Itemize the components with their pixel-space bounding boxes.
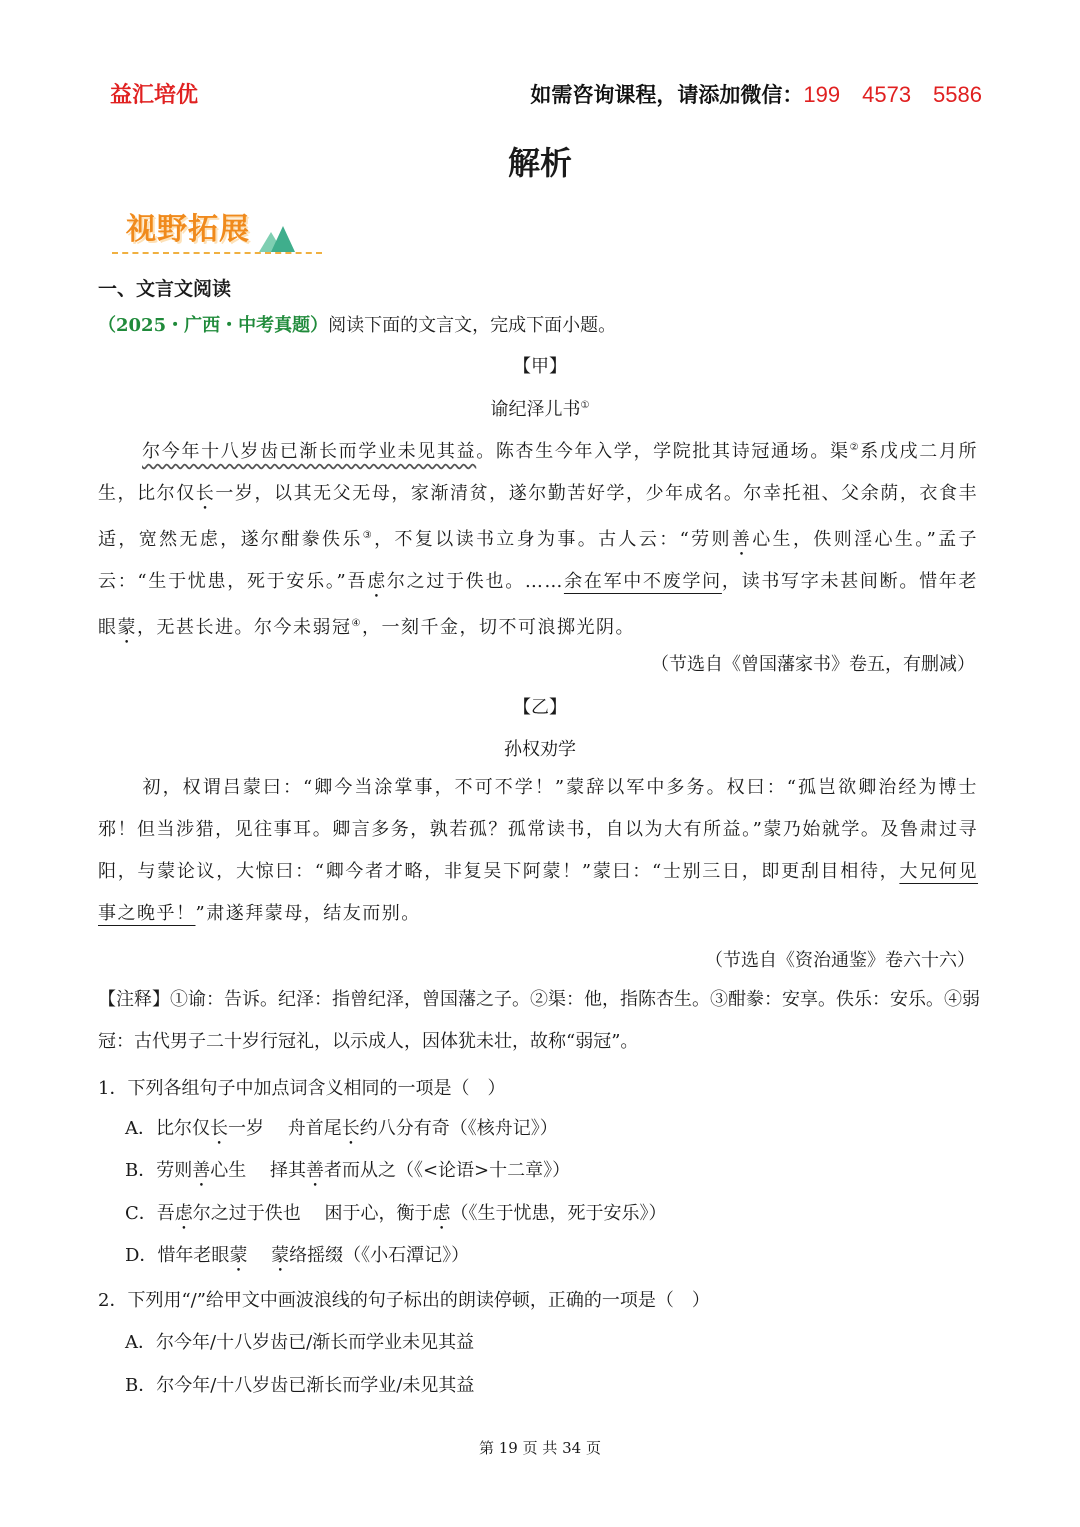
- section-heading: 一、文言文阅读: [98, 278, 232, 300]
- mountain-icon: [257, 224, 297, 252]
- instruction-text: 阅读下面的文言文，完成下面小题。: [328, 315, 617, 336]
- passage-a-body: [98, 427, 978, 649]
- passage-b-body: [98, 767, 978, 935]
- dotted-word: 长: [195, 483, 216, 504]
- footnote-marker: ①: [580, 400, 590, 411]
- text-run: ，不复以读书立身为事。古人云：“劳则: [374, 529, 732, 550]
- text-run: 尔之过于佚也 困于心，衡于: [192, 1203, 433, 1224]
- text-run: 。陈杏生今年入学，学院批其诗冠通场。渠: [476, 441, 850, 462]
- text-run: 一岁 舟首尾: [228, 1118, 342, 1139]
- text-run: ，无甚长进。尔今未弱冠: [137, 617, 352, 638]
- brand-name: 益汇培优: [110, 83, 199, 108]
- text-run: 初，权谓吕蒙曰：“卿今当涂掌事，不可不学！”蒙辞以军中多务。权曰：“孤岂欲卿治经为博士邪！但当涉猎，见往事耳。卿言多务，孰若孤？孤常读书，自以为大有所益。”蒙乃始就学。及鲁肃过寻阳，与蒙论议，大惊曰：“卿今者才略，非复吴下阿蒙！”蒙曰：“士别三日，即更刮目相待，: [98, 777, 978, 882]
- option-letter: D．: [125, 1245, 158, 1266]
- option-letter: B．: [125, 1160, 157, 1181]
- dotted-word: 长: [341, 1118, 360, 1139]
- dotted-word: 善: [731, 529, 753, 550]
- text-run: 系戊戌二月所生，比尔仅: [98, 441, 979, 504]
- option-letter: C．: [125, 1203, 157, 1224]
- underlined-sentence: 余在军中不废学问: [563, 571, 722, 592]
- text-run: 心生 择其: [210, 1160, 306, 1181]
- text-run: 者而从之（《<论语>十二章》）: [323, 1160, 571, 1181]
- badge-underline: [112, 252, 322, 254]
- text-run: 吾: [156, 1203, 175, 1224]
- question-2-option-a[interactable]: [125, 1328, 474, 1354]
- text-run: 约八分有奇（《核舟记》）: [359, 1118, 558, 1139]
- text-run: （《生于忧患，死于安乐》）: [450, 1203, 667, 1224]
- dotted-word: 善: [192, 1160, 211, 1181]
- option-letter: A．: [125, 1332, 156, 1353]
- footnote-marker: ②: [849, 442, 861, 453]
- text-run: ”肃遂拜蒙母，结友而别。: [195, 903, 421, 924]
- passage-a-label: 【甲】: [513, 356, 567, 377]
- underlined-sentence: 大兄何见事之晚乎！: [98, 861, 979, 924]
- text-run: ，读书写字未甚间断。惜年老眼: [98, 571, 979, 638]
- phone-number: 199 4573 5586: [803, 82, 982, 107]
- question-1-option-d[interactable]: [125, 1241, 469, 1276]
- section-badge: [112, 202, 327, 262]
- dotted-word: 蒙: [271, 1245, 290, 1266]
- question-1-stem: 1．下列各组句子中加点词含义相同的一项是（ ）: [98, 1078, 506, 1099]
- passage-a-title: [0, 395, 1080, 421]
- question-1-option-a[interactable]: [125, 1114, 558, 1149]
- question-1-option-c[interactable]: [125, 1199, 667, 1234]
- page-title: 解析: [507, 144, 572, 182]
- passage-b-title: 孙权劝学: [504, 739, 576, 760]
- contact-info: [530, 78, 982, 109]
- footnote-marker: ③: [362, 530, 375, 541]
- page-number: 第 19 页 共 34 页: [478, 1439, 601, 1457]
- footnote-marker: ④: [351, 618, 362, 629]
- dotted-word: 虑: [174, 1203, 193, 1224]
- text-run: 络摇缀（《小石潭记》）: [289, 1245, 470, 1266]
- dotted-word: 善: [305, 1160, 324, 1181]
- text-run: 尔之过于佚也。……: [386, 571, 564, 592]
- dotted-word: 虑: [367, 571, 387, 592]
- question-2-stem: 2．下列用“/”给甲文中画波浪线的句子标出的朗读停顿，正确的一项是（ ）: [98, 1290, 710, 1311]
- text-run: 惜年老眼: [157, 1245, 230, 1266]
- text-run: 比尔仅: [156, 1118, 210, 1139]
- dotted-word: 长: [210, 1118, 228, 1139]
- wavy-sentence: 尔今年十八岁齿已渐长而学业未见其益: [142, 441, 477, 462]
- dotted-word: 蒙: [117, 617, 137, 638]
- badge-label: 视野拓展: [126, 212, 250, 247]
- text-run: ，一刻千金，切不可浪掷光阴。: [361, 617, 635, 638]
- question-2-option-b[interactable]: [125, 1371, 474, 1397]
- passage-b-source: （节选自《资治通鉴》卷六十六）: [705, 950, 975, 971]
- question-1-option-b[interactable]: [125, 1156, 570, 1191]
- dotted-word: 虑: [432, 1203, 451, 1224]
- contact-prefix: 如需咨询课程，请添加微信：: [530, 83, 804, 107]
- option-text: 尔今年/十八岁齿已渐长而学业/未见其益: [156, 1375, 475, 1396]
- exam-source-tag: （2025・广西・中考真题）: [98, 315, 329, 336]
- question-source-line: [98, 311, 616, 337]
- text-run: 一岁，以其无父无母，家渐清贫，遂尔勤苦好学，少年成名。尔幸托祖、父余荫，衣食丰适，宽然无虑，遂尔酣豢佚乐: [98, 483, 979, 550]
- option-letter: B．: [125, 1375, 157, 1396]
- text-run: 劳则: [156, 1160, 193, 1181]
- passage-a-title-text: 谕纪泽儿书: [490, 399, 581, 420]
- option-letter: A．: [125, 1118, 156, 1139]
- option-text: 尔今年/十八岁齿已/渐长而学业未见其益: [156, 1332, 475, 1353]
- dotted-word: 蒙: [229, 1245, 248, 1266]
- passage-b-label: 【乙】: [513, 697, 567, 718]
- text-run: [247, 1245, 271, 1266]
- text-run: 心生，佚则淫心生。”孟子云：“生于忧患，死于安乐。”吾: [98, 529, 979, 592]
- annotation-notes: 【注释】①谕：告诉。纪泽：指曾纪泽，曾国藩之子。②渠：他，指陈杏生。③酣豢：安享。佚乐：安乐。④弱冠：古代男子二十岁行冠礼，以示成人，因体犹未壮，故称“弱冠”。: [98, 989, 980, 1052]
- passage-a-source: （节选自《曾国藩家书》卷五，有删减）: [651, 654, 975, 675]
